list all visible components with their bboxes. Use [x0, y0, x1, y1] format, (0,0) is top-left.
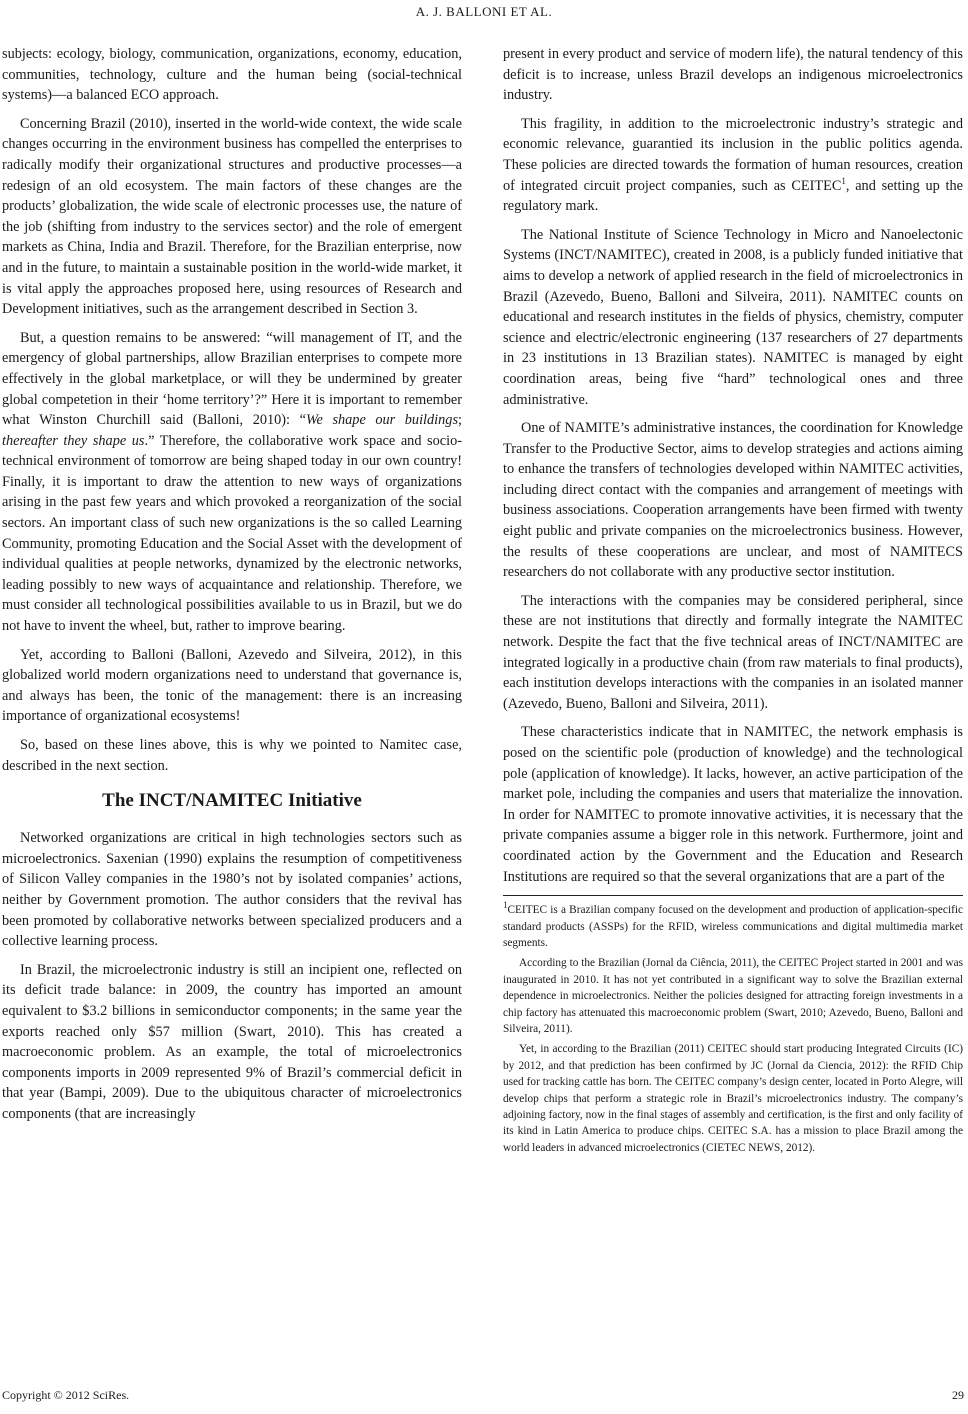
- paragraph: One of NAMITE’s administrative instances, the coordination for Knowledge Transfer to the Productive Sector, aims to develop strategies and actions aiming to enhance the transfers of technologies developed within NAMITEC activities, including direct contact with the companies and arrangement of meetings with business associations. Cooperation arrangements have been firmed with twenty eight public and private companies on the microelectronics business. However, the results of these cooperations are unclear, and most of NAMITECS researchers do not collaborate with any productive sector institution.: [503, 420, 963, 581]
- page-number: 29: [952, 1388, 964, 1402]
- text-run: ;: [458, 412, 462, 429]
- copyright: Copyright © 2012 SciRes.: [2, 1388, 130, 1402]
- right-column: [503, 44, 963, 1160]
- paragraph: The National Institute of Science Technology in Micro and Nanoelectonic Systems (INCT/NAMITEC), created in 2008, is a publicly funded initiative that aims to develop a network of applied research in the field of microelectronics in Brazil (Azevedo, Bueno, Balloni and Silveira, 2011). NAMITEC counts on educational and research institutes in the fields of physics, chemistry, computer science and electric/electronic engineering (137 researchers of 27 departments in 23 institutions in 13 Brazilian states). NAMITEC is managed by eight coordination areas, being five “hard” technological ones and three administrative.: [503, 226, 963, 408]
- footnotes: [503, 902, 963, 1156]
- paragraph: So, based on these lines above, this is why we pointed to Namitec case, described in the next section.: [2, 737, 462, 774]
- left-column: [2, 44, 462, 1133]
- footnote: According to the Brazilian (Jornal da Ciência, 2011), the CEITEC Project started in 2001 and was inaugurated in 2010. It has not yet contributed in a significant way to solve the Brazilian external dependence in microelectronics. Neither the policies designed for attracting foreign investments in a chip factory has attenuated this macroeconomic problem (Swart, 2010; Azevedo, Bueno, Balloni and Silveira, 2011).: [503, 957, 963, 1035]
- quote-italic: thereafter they shape us: [2, 432, 145, 449]
- footnote-marker: 1: [841, 175, 846, 186]
- paragraph: Networked organizations are critical in high technologies sectors such as microelectronics. Saxenian (1990) explains the resumption of competitiveness of Silicon Valley companies in the 1980’s not by isolated companies’ actions, neither by Government promotion. The author considers that the revival has been promoted by collaborative networks between specialized producers and a collective learning process.: [2, 830, 462, 950]
- text-run: , and setting up the regulatory mark.: [503, 177, 963, 215]
- text-run: CEITEC is a Brazilian company focused on the development and production of application-specific standard products (ASSPs) for the RFID, wireless communications and digital multimedia market segments.: [503, 904, 963, 949]
- running-head: A. J. BALLONI ET AL.: [415, 4, 553, 19]
- text-run: But, a question remains to be answered: “will management of IT, and the emergency of global partnerships, allow Brazilian enterprises to compete more effectively in the global marketplace, or will they be undermined by greater global competetion in their ‘home territory’?” Here it is important to remember what Winston Churchill said (Balloni, 2010): “: [2, 329, 462, 429]
- text-run: .” Therefore, the collaborative work space and socio-technical environment of tomorrow are being shaped today in our own country! Finally, it is important to draw the attention to new ways of organizations arising in the past few years and which provoked a reorganization of the social sectors. An important class of such new organizations is the so called Learning Community, promoting Education and the Social Asset with the development of individual qualities at people networks, dynamized by the electronic networks, leading possibly to new ways of acquaintance and relationship. Therefore, we must consider all technological possibilities available to us in Brazil, but we do not have to invent the wheel, but, rather to improve bearing.: [2, 432, 462, 635]
- footnote: [503, 902, 963, 951]
- paragraph: present in every product and service of modern life), the natural tendency of this deficit is to increase, unless Brazil develops an indigenous microelectronics industry.: [503, 46, 963, 104]
- paragraph: Concerning Brazil (2010), inserted in the world-wide context, the wide scale changes occurring in the environment business has compelled the enterprises to radically modify their organizational structures and productive processes—a redesign of an old ecosystem. The main factors of these changes are the products’ globalization, the wide scale of electronic processes use, the nature of the job (shifting from industry to the services sector) and the role of emergent markets as China, India and Brazil. Therefore, for the Brazilian enterprise, now and in the future, to maintain a sustainable position in the world-wide market, it is vital apply the approaches proposed here, using resources of Research and Development initiatives, such as the arrangement described in Section 3.: [2, 115, 462, 318]
- paragraph: subjects: ecology, biology, communication, organizations, economy, education, communities, technology, culture and the human being (social-technical systems)—a balanced ECO approach.: [2, 46, 462, 104]
- quote-italic: We shape our buildings: [305, 412, 459, 429]
- paragraph: Yet, according to Balloni (Balloni, Azevedo and Silveira, 2012), in this globalized world modern organizations need to understand that governance is, and always has been, the tonic of the management: there is an increasing importance of organizational ecosystems!: [2, 646, 462, 725]
- text-run: This fragility, in addition to the microelectronic industry’s strategic and economic relevance, guarantied its inclusion in the public politics agenda. These policies are directed towards the formation of human resources, creation of integrated circuit project companies, such as CEITEC: [503, 115, 963, 194]
- footnote-marker: 1: [503, 900, 508, 911]
- footnote: Yet, in according to the Brazilian (2011) CEITEC should start producing Integrated Circuits (IC) by 2012, and that prediction has been confirmed by JC (Jornal da Ciencia, 2012): the RFID Chip used for tracking cattle has born. The CEITEC company’s design center, located in Porto Alegre, will develop chips that perform a strategic role in Brazil’s microelectronics industry. The company’s adjoining factory, now in the final stages of assembly and certification, is the first and only facility of its kind in Latin America to produce chips. CEITEC S.A. has a mission to place Brazil among the world leaders in advanced microelectronics (CIETEC NEWS, 2012).: [503, 1043, 963, 1154]
- section-heading: The INCT/NAMITEC Initiative: [102, 790, 362, 812]
- paragraph: [503, 114, 963, 217]
- paragraph: In Brazil, the microelectronic industry is still an incipient one, reflected on its deficit trade balance: in 2009, the country has imported an amount equivalent to $3.2 billions in semiconductor components; in the same year the exports reached only $57 million (Swart, 2010). This has created a macroeconomic problem. As an example, the total of microelectronics components imports in 2009 represented 9% of Brazil’s commercial deficit in that year (Bampi, 2009). Due to the ubiquitous character of microelectronics components (that are increasingly: [2, 961, 462, 1122]
- paragraph: These characteristics indicate that in NAMITEC, the network emphasis is posed on the scientific pole (production of knowledge) and the technological pole (application of knowledge). It lacks, however, an active participation of the market pole, including the companies and users that materialize the innovation. In order for NAMITEC to promote innovative activities, it is necessary that the private companies assume a bigger role in this network. Furthermore, joint and coordinated action by the Government and the Education and Research Institutions are required so that the several organizations that are a part of the: [503, 724, 963, 885]
- paragraph: [2, 328, 462, 637]
- footnote-divider: [503, 895, 963, 896]
- paragraph: The interactions with the companies may be considered peripheral, since these are not institutions that directly and formally integrate the NAMITEC network. Despite the fact that the five technical areas of INCT/NAMITEC are integrated logically in a productive chain (from raw materials to final products), each institution develops interactions with the companies in an isolated manner (Azevedo, Bueno, Balloni and Silveira, 2011).: [503, 592, 963, 712]
